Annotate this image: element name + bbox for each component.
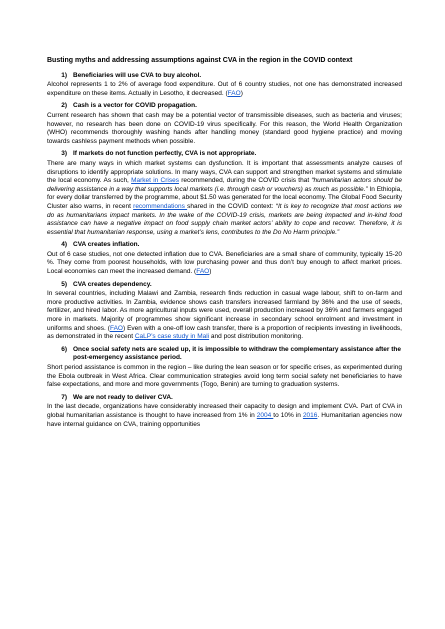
section-title: If markets do not function perfectly, CVA is not appropriate. (73, 150, 257, 158)
section-body-4: Out of 6 case studies, not one detected inflation due to CVA. Beneficiaries are a small share of community, typically 15-20 %. They come from poorest households, with low purchasing power and thus don’t buy enough to affect market prices. Local economies can meet the increased demand. (FAO) (47, 250, 402, 276)
section-number: 6) (61, 345, 67, 353)
section-title: CVA creates inflation. (73, 241, 140, 249)
market-in-crises-link[interactable]: Market in Crises (131, 177, 179, 185)
section-title: We are not ready to deliver CVA. (73, 393, 173, 401)
recommendations-link[interactable]: recommendations (133, 202, 188, 210)
section-title: Beneficiaries will use CVA to buy alcohol. (73, 71, 202, 79)
section-body-6: Short period assistance is common in the region – like during the lean season or for specific crises, as experimented during the Ebola outbreak in West Africa. Clear communication strategies avoid long term social safety net beneficiaries to have false expectations, and more and more governments (Togo, Benin) are turning to graduation systems. (47, 364, 402, 389)
quote-text: “humanitarian actors should be delivering assistance in a way that supports local markets (i.e. through cash or vouchers) as much as possible.” (47, 177, 402, 193)
section-heading-4 (47, 241, 402, 250)
fao-link[interactable]: FAO (227, 89, 241, 97)
section-heading-5 (47, 281, 402, 290)
section-heading-3 (47, 150, 402, 159)
section-number: 7) (61, 393, 67, 401)
section-title: Once social safety nets are scaled up, it is impossible to withdraw the complementary assistance after the post-emergency assistance period. (73, 345, 402, 362)
section-number: 5) (61, 280, 67, 288)
section-number: 4) (61, 241, 67, 249)
section-body-5: In several countries, including Malawi and Zambia, research finds reduction in casual wage labour, shift to on-farm and more productive activities. In Zambia, evidence shows cash transfers increased farmland by 36% and the use of seeds, fertilizer, and hired labor. As more agricultural inputs were used, overall production increased by 36% and farmers engaged more in markets. Majority of programmes show significant increase in secondary school enrolment and investment in uniforms and shoes. (FAO) Even with a one-off low cash transfer, there is a proportion of recipients investing in livelihoods, as demonstrated in the recent CaLP’s case study in Mali and post distribution monitoring. (47, 290, 402, 341)
section-heading-6 (47, 346, 402, 363)
document-page (47, 57, 402, 429)
section-body-7: In the last decade, organizations have considerably increased their capacity to design and implement CVA. Part of CVA in global humanitarian assistance is thought to have increased from 1% in 2004 to 10% in 2016. Humanitarian agencies now have internal guidance on CVA, training opportunities (47, 403, 402, 428)
section-title: CVA creates dependency. (73, 280, 152, 288)
year-2004-link[interactable]: 2004 (256, 411, 274, 419)
year-2016-link[interactable]: 2016 (302, 411, 318, 419)
quote-text: “It is key to recognize that most actions we do as humanitarians impact markets. In the wake of the COVID-19 crisis, markets are being impacted and in-kind food assistance can have a negative impact on food supply chain market actors’ ability to cope and recover. Therefore, it is essential that humanitarian response, using a market’s lens, contributes to the Do No Harm principle.” (47, 202, 402, 236)
section-title: Cash is a vector for COVID propagation. (73, 102, 197, 110)
fao-link[interactable]: FAO (196, 268, 210, 276)
section-heading-2 (47, 102, 402, 111)
section-number: 1) (61, 71, 67, 79)
section-body-1: Alcohol represents 1 to 2% of average food expenditure. Out of 6 country studies, not one has demonstrated increased expenditure on these items. Actually in Lesotho, it decreased. (FAO) (47, 81, 402, 97)
fao-link[interactable]: FAO (109, 324, 123, 332)
section-heading-1 (47, 72, 402, 81)
calp-case-study-link[interactable]: CaLP’s case study in Mali (134, 333, 210, 341)
section-body-3: There are many ways in which market systems can dysfunction. It is important that assessments analyze causes of disruptions to identify appropriate solutions. In many ways, CVA can support and strengthen market systems and stimulate the local economy. As such, Market in Crises recommended, during the COVID crisis that “humanitarian actors should be delivering assistance in a way that supports local markets (i.e. through cash or vouchers) as much as possible.” In Ethiopia, for every dollar transferred by the programme, about $1.50 was generated for the local economy. The Global Food Security Cluster also warns, in recent recommendations shared in the COVID context: “It is key to recognize that most actions we do as humanitarians impact markets. In the wake of the COVID-19 crisis, markets are being impacted and in-kind food assistance can have a negative impact on food supply chain market actors’ ability to cope and recover. Therefore, it is essential that humanitarian response, using a market’s lens, contributes to the Do No Harm principle.” (47, 159, 403, 236)
document-title: Busting myths and addressing assumptions against CVA in the region in the COVID context (47, 57, 353, 64)
section-heading-7 (47, 394, 402, 403)
section-number: 2) (61, 102, 67, 110)
section-body-2: Current research has shown that cash may be a potential vector of transmissible diseases, such as bacteria and viruses; however, no research has been done on COVID-19 virus specifically. For this reason, the World Health Organization (WHO) recommends thoroughly washing hands after handling money (standard good hygiene practice) and moving towards cashless payment methods when possible. (47, 111, 402, 145)
section-number: 3) (61, 150, 67, 158)
